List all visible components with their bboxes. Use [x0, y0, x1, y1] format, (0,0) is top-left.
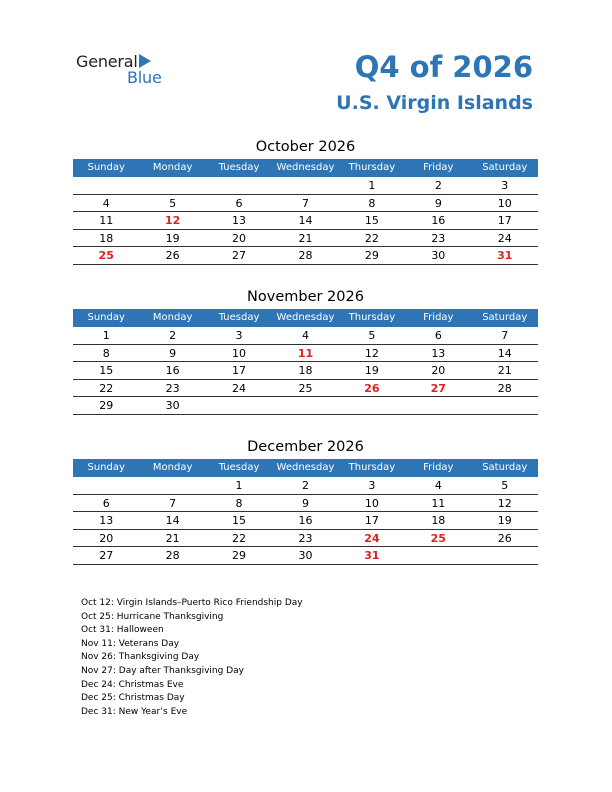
- week-row: [73, 230, 538, 248]
- weekday-label: Monday: [152, 312, 193, 323]
- empty-day-cell: [206, 397, 272, 414]
- weekday-label: Wednesday: [276, 462, 335, 473]
- weekday-header: [73, 459, 538, 477]
- day-cell: 22: [364, 231, 379, 245]
- day-cell: 21: [497, 364, 512, 377]
- weekday-label: Sunday: [87, 312, 125, 323]
- holiday-list: [81, 597, 303, 719]
- day-cell: 28: [298, 249, 313, 262]
- day-cell: 22: [99, 381, 114, 395]
- day-cell: 28: [497, 381, 512, 395]
- holiday-item: Oct 12: Virgin Islands–Puerto Rico Friendship Day: [81, 598, 303, 608]
- holiday-item: Dec 31: New Year’s Eve: [81, 706, 188, 717]
- empty-day-cell: [405, 397, 471, 414]
- day-cell: 6: [434, 329, 442, 342]
- weekday-label: Thursday: [348, 162, 396, 173]
- day-cell: 6: [102, 496, 110, 510]
- day-cell: 11: [99, 214, 114, 227]
- day-cell: 31: [364, 549, 380, 562]
- day-cell: 7: [501, 329, 509, 342]
- month-title: December 2026: [247, 439, 364, 455]
- day-cell: 8: [235, 496, 243, 510]
- day-cell: 24: [364, 531, 380, 545]
- day-cell: 5: [169, 196, 177, 210]
- month-december: [73, 437, 538, 565]
- day-cell: 23: [431, 231, 446, 245]
- weekday-label: Sunday: [87, 162, 125, 173]
- day-cell: 20: [431, 364, 446, 377]
- month-title: October 2026: [255, 139, 356, 155]
- weekday-label: Tuesday: [218, 162, 260, 173]
- day-cell: 18: [431, 514, 446, 527]
- day-cell: 15: [364, 214, 379, 227]
- day-cell: 14: [497, 346, 512, 360]
- day-cell: 29: [364, 249, 379, 262]
- day-cell: 13: [99, 514, 114, 527]
- weekday-header: [73, 309, 538, 327]
- day-cell: 17: [497, 214, 512, 227]
- holiday-item: Oct 31: Halloween: [81, 625, 164, 636]
- day-cell: 10: [364, 496, 379, 510]
- day-cell: 7: [169, 496, 177, 510]
- week-row: [73, 212, 538, 230]
- weekday-label: Friday: [423, 312, 454, 323]
- day-cell: 10: [497, 196, 512, 210]
- day-cell: 26: [364, 381, 380, 395]
- empty-day-cell: [73, 177, 139, 194]
- day-cell: 14: [165, 514, 180, 527]
- week-row: [73, 512, 538, 530]
- empty-day-cell: [272, 177, 338, 194]
- day-cell: 21: [165, 531, 180, 545]
- week-row: [73, 177, 538, 195]
- day-cell: 24: [497, 231, 512, 245]
- weekday-label: Friday: [423, 462, 454, 473]
- day-cell: 4: [434, 479, 442, 492]
- day-cell: 16: [165, 364, 180, 377]
- day-cell: 12: [497, 496, 512, 510]
- day-cell: 11: [297, 346, 314, 360]
- day-cell: 22: [232, 531, 247, 545]
- empty-day-cell: [472, 547, 538, 564]
- weekday-header: [73, 159, 538, 177]
- page-subtitle: U.S. Virgin Islands: [336, 92, 533, 114]
- day-cell: 20: [232, 231, 247, 245]
- day-cell: 8: [102, 346, 110, 360]
- holiday-item: Dec 24: Christmas Eve: [81, 679, 184, 690]
- weekday-label: Sunday: [87, 462, 125, 473]
- week-row: [73, 547, 538, 565]
- day-cell: 25: [298, 381, 313, 395]
- week-row: [73, 362, 538, 380]
- holiday-item: Nov 26: Thanksgiving Day: [81, 652, 200, 663]
- weekday-label: Thursday: [348, 462, 396, 473]
- empty-day-cell: [139, 477, 205, 494]
- empty-day-cell: [206, 177, 272, 194]
- day-cell: 26: [165, 249, 180, 262]
- day-cell: 2: [434, 179, 442, 192]
- day-cell: 9: [169, 346, 177, 360]
- day-cell: 19: [364, 364, 379, 377]
- weekday-label: Wednesday: [276, 162, 335, 173]
- day-cell: 27: [99, 549, 114, 562]
- generalblue-logo: [76, 52, 176, 92]
- day-cell: 24: [232, 381, 247, 395]
- day-cell: 1: [102, 329, 110, 342]
- day-cell: 10: [232, 346, 247, 360]
- week-row: [73, 380, 538, 398]
- day-cell: 4: [301, 329, 309, 342]
- week-row: [73, 530, 538, 548]
- day-cell: 13: [232, 214, 247, 227]
- week-row: [73, 327, 538, 345]
- holiday-item: Nov 27: Day after Thanksgiving Day: [81, 665, 244, 676]
- day-cell: 25: [98, 249, 114, 262]
- month-november: [73, 287, 538, 415]
- day-cell: 25: [430, 531, 446, 545]
- day-cell: 3: [501, 179, 509, 192]
- week-row: [73, 247, 538, 265]
- day-cell: 3: [368, 479, 376, 492]
- empty-day-cell: [73, 477, 139, 494]
- day-cell: 12: [164, 214, 181, 227]
- day-cell: 30: [431, 249, 446, 262]
- page-title: Q4 of 2026: [354, 50, 533, 84]
- week-row: [73, 477, 538, 495]
- day-cell: 19: [497, 514, 512, 527]
- weekday-label: Saturday: [482, 162, 528, 173]
- day-cell: 8: [368, 196, 376, 210]
- day-cell: 9: [301, 496, 309, 510]
- day-cell: 18: [298, 364, 313, 377]
- day-cell: 15: [99, 364, 114, 377]
- month-title: November 2026: [247, 289, 364, 305]
- day-cell: 3: [235, 329, 243, 342]
- day-cell: 13: [431, 346, 446, 360]
- weekday-label: Thursday: [348, 312, 396, 323]
- weekday-label: Tuesday: [218, 462, 260, 473]
- month-october: [73, 137, 538, 265]
- empty-day-cell: [339, 397, 405, 414]
- week-row: [73, 345, 538, 363]
- day-cell: 23: [165, 381, 180, 395]
- weekday-label: Wednesday: [276, 312, 335, 323]
- logo-triangle-icon: [139, 54, 151, 68]
- day-cell: 29: [99, 399, 114, 412]
- day-cell: 9: [434, 196, 442, 210]
- day-cell: 29: [232, 549, 247, 562]
- day-cell: 17: [364, 514, 379, 527]
- empty-day-cell: [472, 397, 538, 414]
- day-cell: 12: [364, 346, 379, 360]
- day-cell: 30: [298, 549, 313, 562]
- day-cell: 16: [431, 214, 446, 227]
- week-row: [73, 397, 538, 415]
- day-cell: 2: [169, 329, 177, 342]
- day-cell: 21: [298, 231, 313, 245]
- day-cell: 20: [99, 531, 114, 545]
- day-cell: 18: [99, 231, 114, 245]
- day-cell: 31: [497, 249, 513, 262]
- day-cell: 1: [368, 179, 376, 192]
- empty-day-cell: [405, 547, 471, 564]
- day-cell: 1: [235, 479, 243, 492]
- empty-day-cell: [272, 397, 338, 414]
- day-cell: 5: [501, 479, 509, 492]
- weekday-label: Saturday: [482, 312, 528, 323]
- day-cell: 27: [232, 249, 247, 262]
- weekday-label: Tuesday: [218, 312, 260, 323]
- day-cell: 23: [298, 531, 313, 545]
- day-cell: 30: [165, 399, 180, 412]
- holiday-item: Nov 11: Veterans Day: [81, 638, 180, 649]
- day-cell: 16: [298, 514, 313, 527]
- day-cell: 19: [165, 231, 180, 245]
- logo-text-blue: Blue: [127, 68, 162, 87]
- logo-text-general: General: [76, 52, 138, 71]
- day-cell: 4: [102, 196, 110, 210]
- day-cell: 5: [368, 329, 376, 342]
- day-cell: 7: [301, 196, 309, 210]
- weekday-label: Friday: [423, 162, 454, 173]
- holiday-item: Oct 25: Hurricane Thanksgiving: [81, 611, 224, 622]
- day-cell: 17: [232, 364, 247, 377]
- day-cell: 2: [301, 479, 309, 492]
- week-row: [73, 495, 538, 513]
- week-row: [73, 195, 538, 213]
- day-cell: 14: [298, 214, 313, 227]
- holiday-item: Dec 25: Christmas Day: [81, 693, 185, 704]
- day-cell: 11: [431, 496, 446, 510]
- empty-day-cell: [139, 177, 205, 194]
- day-cell: 15: [232, 514, 247, 527]
- weekday-label: Saturday: [482, 462, 528, 473]
- day-cell: 6: [235, 196, 243, 210]
- day-cell: 26: [497, 531, 512, 545]
- day-cell: 27: [430, 381, 446, 395]
- weekday-label: Monday: [152, 162, 193, 173]
- weekday-label: Monday: [152, 462, 193, 473]
- day-cell: 28: [165, 549, 180, 562]
